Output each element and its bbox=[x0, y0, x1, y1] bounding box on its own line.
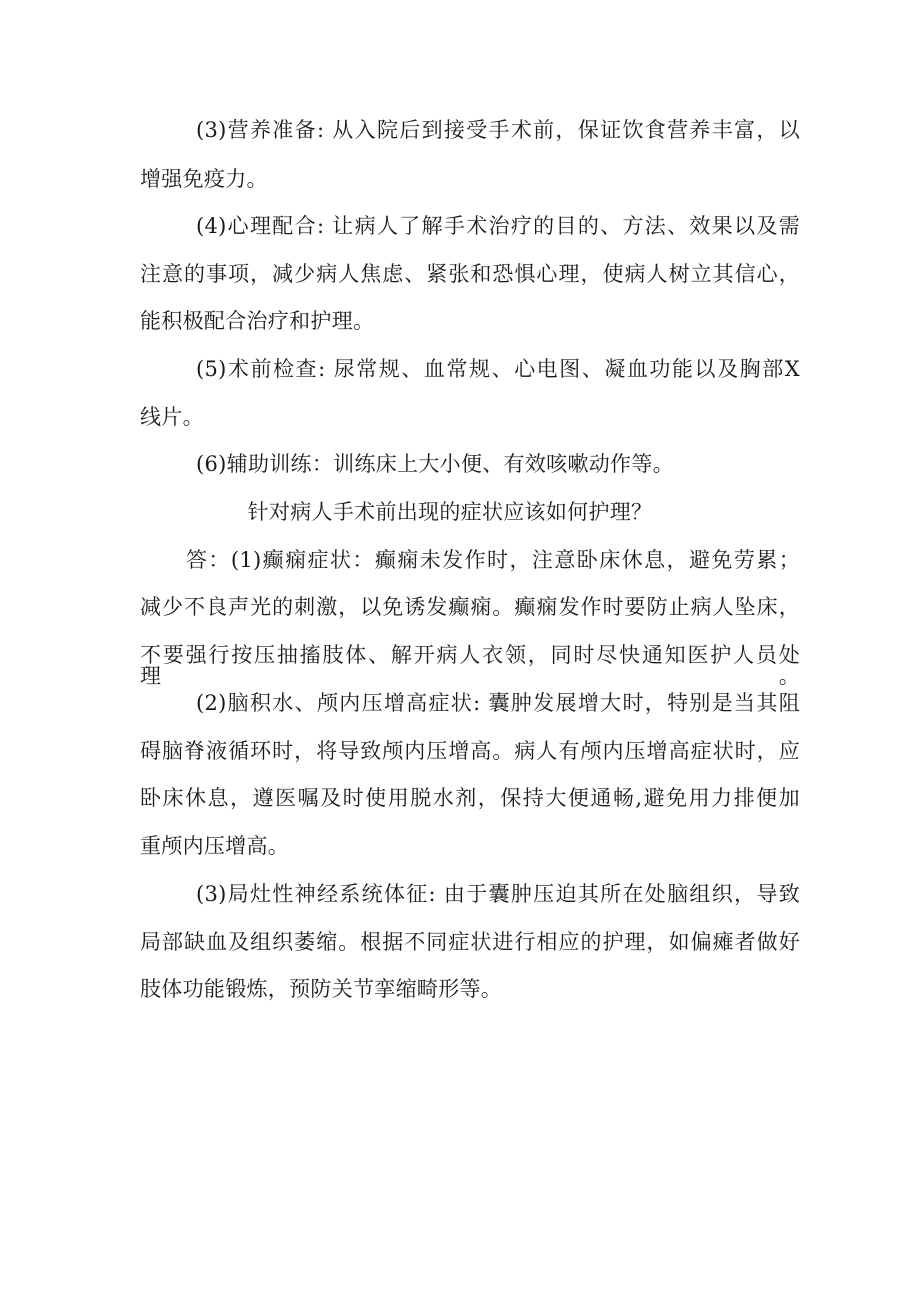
paragraph-psychology-line-2: 注意的事项，减少病人焦虑、紧张和恐惧心理，使病人树立其信心， bbox=[140, 262, 800, 286]
paragraph-psychology-line-3: 能积极配合治疗和护理。 bbox=[140, 309, 375, 333]
paragraph-preop-check-line-1: (5)术前检查: 尿常规、血常规、心电图、凝血功能以及胸部X bbox=[196, 357, 800, 381]
paragraph-nutrition-line-2: 增强免疫力。 bbox=[140, 167, 268, 191]
answer-hydrocephalus-line-4: 重颅内压增高。 bbox=[140, 834, 290, 858]
answer-epilepsy-line-1: 答：(1)癫痫症状：癫痫未发作时，注意卧床休息，避免劳累； bbox=[186, 548, 800, 572]
section-heading: 针对病人手术前出现的症状应该如何护理？ bbox=[247, 500, 653, 524]
answer-focal-signs-line-3: 肢体功能锻炼，预防关节挛缩畸形等。 bbox=[140, 977, 503, 1001]
answer-epilepsy-line-3: 不要强行按压抽搐肢体、解开病人衣领，同时尽快通知医护人员处理。 bbox=[140, 643, 800, 688]
paragraph-preop-check-line-2: 线片。 bbox=[140, 405, 204, 429]
answer-hydrocephalus-line-1: (2)脑积水、颅内压增高症状: 囊肿发展增大时，特别是当其阻 bbox=[196, 691, 800, 715]
paragraph-nutrition-line-1: (3)营养准备: 从入院后到接受手术前，保证饮食营养丰富，以 bbox=[196, 118, 800, 142]
answer-focal-signs-line-2: 局部缺血及组织萎缩。根据不同症状进行相应的护理，如偏瘫者做好 bbox=[140, 930, 800, 954]
paragraph-psychology-line-1: (4)心理配合: 让病人了解手术治疗的目的、方法、效果以及需 bbox=[196, 214, 800, 238]
answer-epilepsy-line-2: 减少不良声光的刺激，以免诱发癫痫。癫痫发作时要防止病人坠床， bbox=[140, 595, 800, 619]
answer-hydrocephalus-line-3: 卧床休息，遵医嘱及时使用脱水剂，保持大便通畅,避免用力排便加 bbox=[140, 786, 800, 810]
answer-hydrocephalus-line-2: 碍脑脊液循环时，将导致颅内压增高。病人有颅内压增高症状时，应 bbox=[140, 739, 800, 763]
paragraph-training-line-1: (6)辅助训练：训练床上大小便、有效咳嗽动作等。 bbox=[196, 452, 674, 476]
answer-focal-signs-line-1: (3)局灶性神经系统体征: 由于囊肿压迫其所在处脑组织，导致 bbox=[196, 882, 800, 906]
